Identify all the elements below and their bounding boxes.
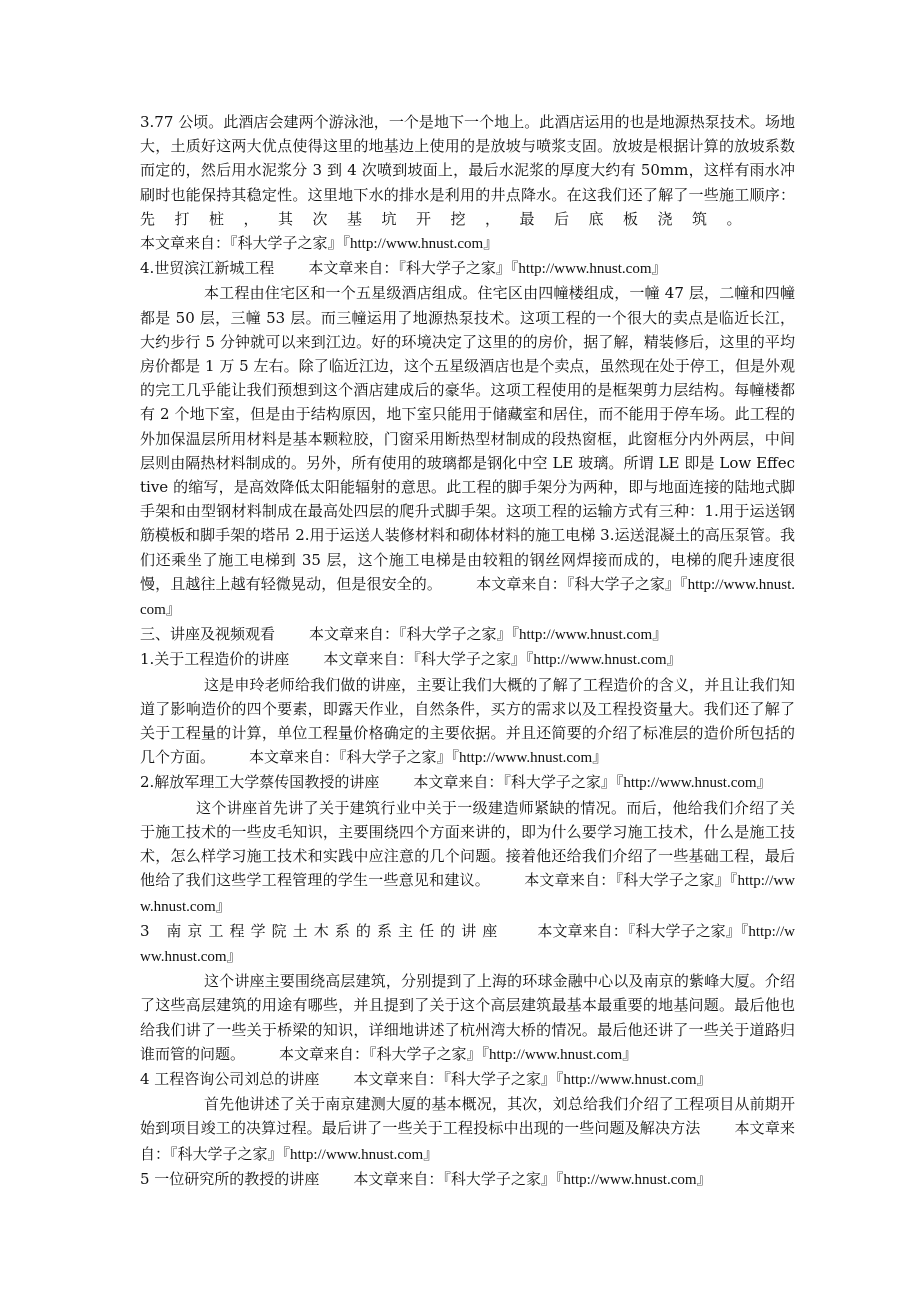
paragraph-lecture-nanjing: 这个讲座主要围绕高层建筑，分别提到了上海的环球金融中心以及南京的紫峰大厦。介绍了这些高层建筑的用途有哪些，并且提到了关于这个高层建筑最基本最重要的地基问题。最后他也给我们讲了一些关于桥梁的知识，详细地讲述了杭州湾大桥的情况。最后他还讲了一些关于道路归谁而管的问题。 本文章来自：『科大学子之家』『http://www.hnust.com』: [140, 972, 795, 1063]
paragraph-lecture-liu: 首先他讲述了关于南京建测大厦的基本概况，其次，刘总给我们介绍了工程项目从前期开始到项目竣工的决算过程。最后讲了一些关于工程投标中出现的一些问题及解决方法 本文章来自：『科大学子之家』『http://www.hnust.com』: [140, 1095, 795, 1163]
paragraph-lecture-cost: 这是申玲老师给我们做的讲座，主要让我们大概的了解了工程造价的含义，并且让我们知道了影响造价的四个要素，即露天作业，自然条件，买方的需求以及工程投资量大。我们还了解了关于工程量的计算，单位工程量价格确定的主要依据。并且还简要的介绍了标准层的造价所包括的几个方面。 本文章来自：『科大学子之家』『http://www.hnust.com』: [140, 675, 795, 767]
paragraph-lecture-cai: 这个讲座首先讲了关于建筑行业中关于一级建造师紧缺的情况。而后，他给我们介绍了关于施工技术的一些皮毛知识，主要围绕四个方面来讲的，即为什么要学习施工技术，什么是施工技术，怎么样学习施工技术和实践中应注意的几个问题。接着他还给我们介绍了一些基础工程，最后他给了我们这些学工程管理的学生一些意见和建议。 本文章来自：『科大学子之家』『http://www.hnust.com』: [140, 798, 795, 915]
source-note: 本文章来自：『科大学子之家』『http://www.hnust.com』: [140, 1121, 795, 1163]
heading-world-trade-binjiang: 4.世贸滨江新城工程 本文章来自：『科大学子之家』『http://www.hnust.com』: [140, 259, 667, 278]
heading-lecture-nanjing: 3 南京工程学院土木系的系主任的讲座 本文章来自：『科大学子之家』『http://www.hnust.com』: [140, 921, 795, 965]
source-note: 本文章来自：『科大学子之家』『http://www.hnust.com』: [323, 652, 682, 669]
source-note: 本文章来自：『科大学子之家』『http://www.hnust.com』: [140, 576, 795, 619]
heading-lectures-videos: 三、讲座及视频观看 本文章来自：『科大学子之家』『http://www.hnust.com』: [140, 625, 668, 644]
paragraph-world-trade-project: 本工程由住宅区和一个五星级酒店组成。住宅区由四幢楼组成，一幢 47 层，二幢和四幢都是 50 层，三幢 53 层。而三幢运用了地源热泵技术。这项工程的一个很大的卖点是临近长江，大约步行 5 分钟就可以来到江边。好的环境决定了这里的的房价，据了解，精装修后，这里的平均房价都是 1 万 5 左右。除了临近江边，这个五星级酒店也是个卖点，虽然现在处于停工，但是外观的完工几乎能让我们预想到这个酒店建成后的豪华。这项工程使用的是框架剪力层结构。每幢楼都有 2 个地下室，但是由于结构原因，地下室只能用于储藏室和居住，而不能用于停车场。此工程的外加保温层所用材料是基本颗粒胶，门窗采用断热型材制成的段热窗框，此窗框分内外两层，中间层则由隔热材料制成的。另外，所有使用的玻璃都是钢化中空 LE 玻璃。所谓 LE 即是 Low Effective 的缩写，是高效降低太阳能辐射的意思。此工程的脚手架分为两种，即与地面连接的陆地式脚手架和由型钢材料制成在最高处四层的爬升式脚手架。这项工程的运输方式有三种：1.用于运送钢筋模板和脚手架的塔吊 2.用于运送人装修材料和砌体材料的施工电梯 3.运送混凝土的高压泵管。我们还乘坐了施工电梯到 35 层，这个施工电梯是由较粗的钢丝网焊接而成的，电梯的爬升速度很慢，且越往上越有轻微晃动，但是很安全的。 本文章来自：『科大学子之家』『http://www.hnust.com』: [140, 284, 795, 619]
source-note: 本文章来自：『科大学子之家』『http://www.hnust.com』: [309, 627, 668, 644]
source-note: 本文章来自：『科大学子之家』『http://www.hnust.com』: [140, 923, 795, 965]
heading-lecture-cai: 2.解放军理工大学蔡传国教授的讲座 本文章来自：『科大学子之家』『http://www.hnust.com』: [140, 773, 772, 792]
heading-lecture-liu: 4 工程咨询公司刘总的讲座 本文章来自：『科大学子之家』『http://www.hnust.com』: [140, 1069, 712, 1088]
source-note: 本文章来自：『科大学子之家』『http://www.hnust.com』: [413, 775, 772, 792]
source-note: 本文章来自：『科大学子之家』『http://www.hnust.com』: [353, 1171, 712, 1188]
source-note: 本文章来自：『科大学子之家』『http://www.hnust.com』: [140, 236, 499, 253]
document-page: [140, 110, 795, 1192]
source-note: 本文章来自：『科大学子之家』『http://www.hnust.com』: [279, 1046, 638, 1063]
source-note: 本文章来自：『科大学子之家』『http://www.hnust.com』: [249, 750, 608, 767]
source-note: 本文章来自：『科大学子之家』『http://www.hnust.com』: [308, 261, 667, 278]
source-note: 本文章来自：『科大学子之家』『http://www.hnust.com』: [140, 873, 795, 915]
source-note: 本文章来自：『科大学子之家』『http://www.hnust.com』: [353, 1071, 712, 1088]
paragraph-hotel-foundation: 3.77 公顷。此酒店会建两个游泳池，一个是地下一个地上。此酒店运用的也是地源热泵技术。场地大，土质好这两大优点使得这里的地基边上使用的是放坡与喷浆支固。放坡是根据计算的放坡系数而定的，然后用水泥浆分 3 到 4 次喷到坡面上，最后水泥浆的厚度大约有 50mm，这样有雨水冲刷时也能保持其稳定性。这里地下水的排水是利用的井点降水。在这我们还了解了一些施工顺序：先打桩，其次基坑开挖，最后底板浇筑。本文章来自：『科大学子之家』『http://www.hnust.com』: [140, 113, 795, 253]
heading-lecture-cost: 1.关于工程造价的讲座 本文章来自：『科大学子之家』『http://www.hnust.com』: [140, 650, 682, 669]
heading-lecture-institute: 5 一位研究所的教授的讲座 本文章来自：『科大学子之家』『http://www.hnust.com』: [140, 1169, 712, 1188]
